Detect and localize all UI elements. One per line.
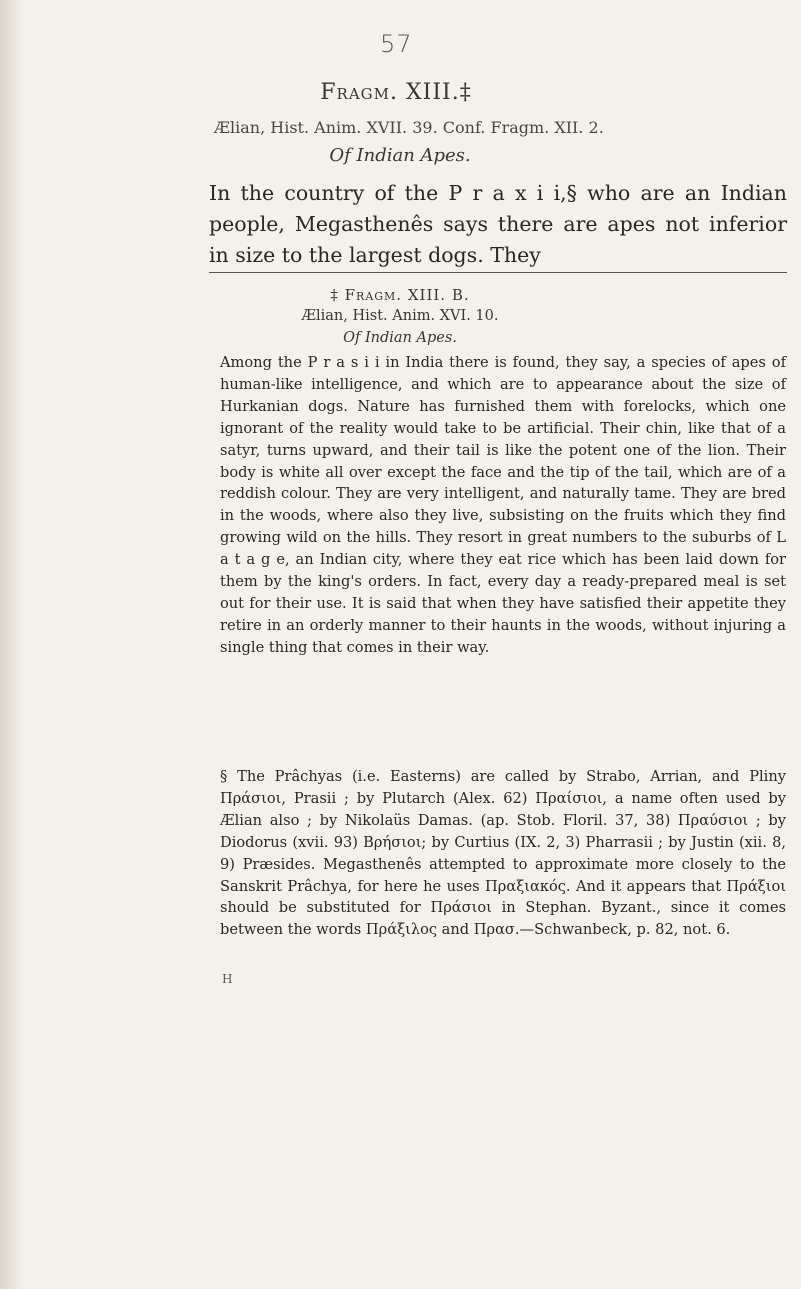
main-paragraph: In the country of the P r a x i i,§ who are an Indian people, Megasthenês says there are apes not inferior in size to the largest dogs. They xyxy=(209,181,787,267)
footnote-note-paragraph: § The Prâchyas (i.e. Easterns) are called by Strabo, Arrian, and Pliny Πράσιοι, Prasii ; by Plutarch (Alex. 62) Πραίσιοι, a name often used by Ælian also ; by Nikolaüs Damas. (ap. Stob. Floril. 37, 38) Πραύσιοι ; by Diodorus (xvii. 93) Βρήσιοι; by Curtius (IX. 2, 3) Pharrasii ; by Justin (xii. 8, 9) Præsides. Megasthenês attempted to approximate more closely to the Sanskrit Prâchya, for here he uses Πραξιακός. And it appears that Πράξιοι should be substituted for Πράσιοι in Stephan. Byzant., since it comes between the words Πράξιλος and Πρασ.—Schwanbeck, p. 82, not. 6. xyxy=(220,768,786,939)
signature-mark: H xyxy=(222,972,233,986)
footnote-citation: Ælian, Hist. Anim. XVI. 10. xyxy=(301,308,499,324)
footnote-subtitle: Of Indian Apes. xyxy=(343,330,457,346)
page-number: 57 xyxy=(380,30,413,58)
footnote-divider xyxy=(209,272,787,273)
section-subtitle: Of Indian Apes. xyxy=(329,145,471,166)
fragment-heading: Fragm. XIII.‡ xyxy=(320,80,472,105)
footnote-paragraph: Among the P r a s i i in India there is found, they say, a species of apes of human-like intelligence, and which are to appearance about the size of Hurkanian dogs. Nature has furnished them with forelocks, which one ignorant of the reality would take to be artificial. Their chin, like that of a satyr, turns upward, and their tail is like the potent one of the lion. Their body is white all over except the face and the tip of the tail, which are of a reddish colour. They are very intelligent, and naturally tame. They are bred in the woods, where also they live, subsisting on the fruits which they find growing wild on the hills. They resort in great numbers to the suburbs of L a t a g e, an Indian city, where they eat rice which has been laid down for them by the king's orders. In fact, every day a ready-prepared meal is set out for their use. It is said that when they have satisfied their appetite they retire in an orderly manner to their haunts in the woods, without injuring a single thing that comes in their way. xyxy=(220,354,786,656)
source-citation: Ælian, Hist. Anim. XVII. 39. Conf. Fragm. XII. 2. xyxy=(214,118,604,137)
footnote-heading: ‡ Fragm. XIII. B. xyxy=(330,286,470,304)
